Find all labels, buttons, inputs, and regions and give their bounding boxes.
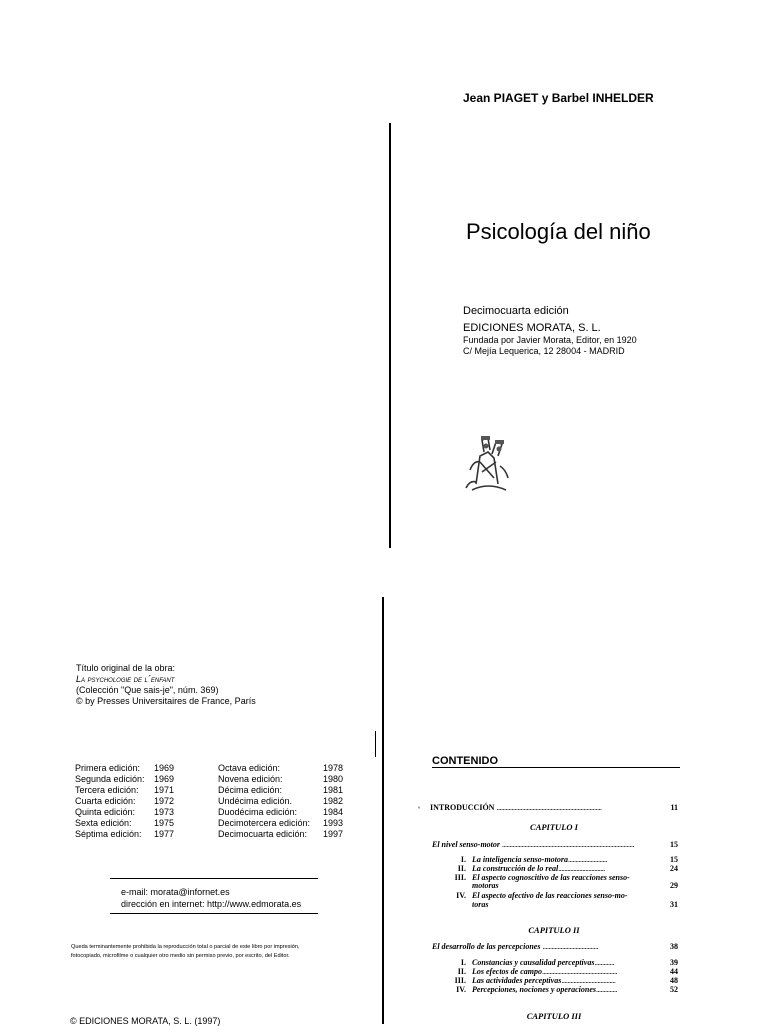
toc-item-num: III. [454,873,466,882]
toc-item [452,976,615,985]
toc-intro-page: 11 [670,803,678,812]
page-divider-lower [382,597,384,1024]
toc-item [452,967,617,976]
contents-heading: CONTENIDO [432,755,498,767]
edition-label: Séptima edición: [75,829,142,839]
edition-year: 1971 [154,785,175,795]
edition-year: 1997 [323,829,344,839]
edition-year: 1969 [154,763,175,773]
edition: Decimocuarta edición [463,305,569,317]
toc-item-label: motoras [472,881,499,890]
toc-item-continued [472,881,499,890]
email-rule-bottom [110,913,318,914]
toc-intro [430,803,601,812]
chapter-page: 15 [670,840,678,849]
toc-item-page: 52 [670,985,678,994]
website: dirección en internet: http://www.edmorata.es [121,899,302,909]
authors: Jean PIAGET y Barbel INHELDER [463,91,654,105]
toc-item-num: IV. [456,891,466,900]
contents-heading-rule [432,767,680,768]
toc-item [452,985,617,994]
edition-label: Octava edición: [218,763,281,773]
toc-item [452,855,607,864]
toc-item [452,891,628,900]
copyright-publisher: © EDICIONES MORATA, S. L. (1997) [70,1016,221,1026]
edition-year: 1993 [323,818,344,828]
rights-line: Queda terminantemente prohibida la reproducción total o parcial de este libro por impresión, [71,944,300,950]
edition-label: Segunda edición: [75,774,145,784]
toc-intro-label: INTRODUCCIÓN [430,803,495,812]
edition-row [75,763,343,774]
edition-label: Sexta edición: [75,818,132,828]
toc-item-label: El aspecto afectivo de las reacciones senso-mo- [472,891,628,900]
editions-table [75,763,343,840]
toc-leader: .............. [595,985,617,994]
chapter-heading: CAPITULO II [528,925,580,935]
rights-notice [71,943,361,961]
edition-year: 1972 [154,796,175,806]
toc-item-page: 15 [670,855,678,864]
toc-item [452,864,605,873]
chapter-page: 38 [670,942,678,951]
toc-item-page: 44 [670,967,678,976]
toc-leader: .................................... [561,976,616,985]
toc-item-num: II. [457,864,466,873]
chapter-title-label: El nivel senso-motor [432,840,501,849]
chapter-title-label: El desarrollo de las percepciones [432,942,541,951]
toc-item-num: III. [454,976,466,985]
toc-item-page: 29 [670,881,678,890]
collection-info: (Colección "Que sais-je", núm. 369) [76,685,219,695]
toc-leader: ..................................... [542,942,598,951]
edition-label: Tercera edición: [75,785,139,795]
edition-row [75,807,343,818]
original-title-block [76,663,256,707]
toc-item-label: La inteligencia senso-motora [472,855,568,864]
toc-item-label: Percepciones, nociones y operaciones [472,985,596,994]
copyright-original: © by Presses Universitaires de France, París [76,696,256,706]
edition-year: 1981 [323,785,344,795]
toc-item-num: I. [460,958,466,967]
edition-label: Decimotercera edición: [218,818,311,828]
edition-year: 1982 [323,796,344,806]
edition-label: Quinta edición: [75,807,136,817]
toc-leader: .......................... [568,855,607,864]
page-divider-upper [389,123,391,548]
edition-year: 1980 [323,774,344,784]
publisher-address: C/ Mejía Lequerica, 12 28004 - MADRID [463,346,625,356]
rights-line: fotocopiado, microfilme o cualquier otro medio sin permiso previo, por escrito, del Editor. [71,953,290,959]
edition-year: 1973 [154,807,175,817]
edition-year: 1984 [323,807,344,817]
contact-block [121,886,301,910]
toc-item-num: IV. [456,985,466,994]
toc-item-page: 31 [670,900,678,909]
toc-item-page: 48 [670,976,678,985]
edition-row [75,796,343,807]
edition-row [75,785,343,796]
edition-year: 1975 [154,818,175,828]
toc-item-continued [472,900,488,909]
toc-leader: ............................... [558,864,605,873]
toc-item-label: El aspecto cognoscitivo de las reacciones senso- [472,873,630,882]
toc-item-label: Los efectos de campo [472,967,542,976]
toc-item [452,958,614,967]
toc-item-page: 24 [670,864,678,873]
publisher-logo-icon [458,432,518,494]
page-divider-mark [375,731,376,757]
edition-label: Novena edición: [218,774,283,784]
chapter-heading: CAPITULO I [530,822,578,832]
toc-leader: .................................................. [541,967,617,976]
edition-row [75,829,343,840]
original-title: La psychologie de l´enfant [76,674,175,684]
edition-year: 1969 [154,774,175,784]
chapter-title [432,840,634,849]
edition-label: Duodécima edición: [218,807,298,817]
book-title: Psicología del niño [466,219,651,244]
edition-label: Decimocuarta edición: [218,829,308,839]
original-title-label: Título original de la obra: [76,663,176,673]
toc-item-label: Constancias y causalidad perceptivas [472,958,595,967]
toc-item-label: Las actividades perceptivas [472,976,562,985]
edition-label: Décima edición: [218,785,283,795]
toc-item-num: I. [460,855,466,864]
edition-label: Primera edición: [75,763,141,773]
toc-item-page: 39 [670,958,678,967]
toc-item-label: toras [472,900,489,909]
edition-row [75,774,343,785]
toc-item-label: La construcción de lo real [472,864,559,873]
chapter-title [432,942,598,951]
edition-row [75,818,343,829]
toc-leader: ...................................................................... [496,803,602,812]
email-rule-top [110,878,318,879]
chapter-heading: CAPITULO III [526,1011,582,1021]
toc-item-num: II. [457,967,466,976]
edition-label: Undécima edición. [218,796,293,806]
toc-bullet: ° [418,807,421,813]
publisher: EDICIONES MORATA, S. L. [463,322,601,334]
edition-label: Cuarta edición: [75,796,136,806]
email: e-mail: morata@infornet.es [121,887,230,897]
toc-leader: ........................................................................................ [502,840,635,849]
edition-year: 1977 [154,829,175,839]
edition-year: 1978 [323,763,344,773]
toc-leader: ............. [594,958,614,967]
publisher-founded: Fundada por Javier Morata, Editor, en 1920 [463,335,637,345]
